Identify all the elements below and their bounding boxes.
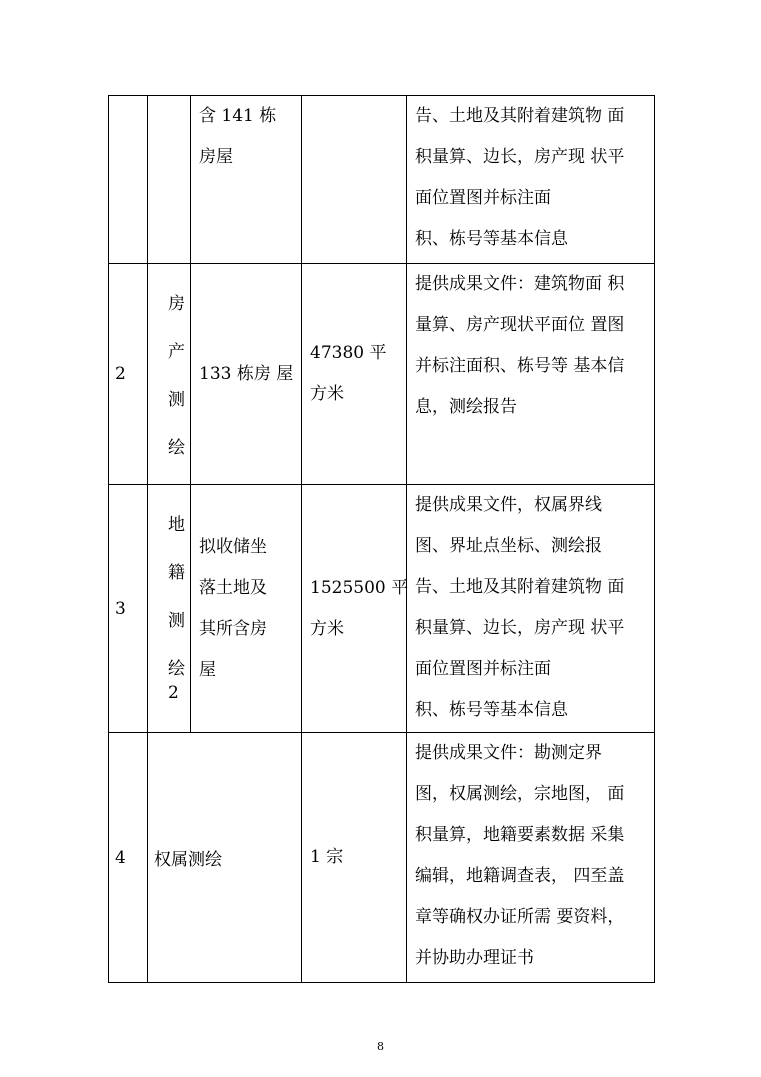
description-line: 积量算、边长，房产现 状平 <box>415 618 625 638</box>
table-row <box>109 264 655 485</box>
description-line: 章等确权办证所需 要资料， <box>415 907 625 927</box>
row-description <box>407 485 655 733</box>
object-line: 含 141 栋 <box>199 106 277 126</box>
description-line: 提供成果文件：勘测定界 <box>415 743 602 763</box>
category-char: 绘 2 <box>168 659 185 703</box>
quantity-line: 1 宗 <box>310 847 344 867</box>
category-char: 测 <box>168 390 185 410</box>
description-line: 息，测绘报告 <box>415 397 517 417</box>
description-line: 图，权属测绘，宗地图， 面 <box>415 784 625 804</box>
quantity-line: 47380 平 <box>310 343 387 363</box>
row-description <box>407 96 655 264</box>
object-line: 落土地及 <box>199 577 267 598</box>
row-category <box>148 96 191 264</box>
description-line: 面位置图并标注面 <box>415 659 551 679</box>
quantity-line: 方米 <box>310 618 344 639</box>
description-line: 面位置图并标注面 <box>415 188 551 208</box>
merged-label-text: 权属测绘 <box>154 850 222 870</box>
category-char: 绘 <box>168 438 185 458</box>
row-number: 4 <box>109 733 148 983</box>
row-quantity <box>302 485 407 733</box>
table-row <box>109 96 655 264</box>
row-number <box>109 96 148 264</box>
description-line: 告、土地及其附着建筑物 面 <box>415 106 625 126</box>
page-number: 8 <box>377 1040 384 1053</box>
description-line: 并标注面积、栋号等 基本信 <box>415 356 625 376</box>
description-line: 积量算，地籍要素数据 采集 <box>415 825 625 845</box>
description-line: 积量算、边长，房产现 状平 <box>415 147 625 167</box>
category-char: 地 <box>168 515 185 535</box>
table-row <box>109 485 655 733</box>
quantity-line: 1525500 平 <box>310 577 409 598</box>
quantity-line: 方米 <box>310 384 344 404</box>
description-line: 图、界址点坐标、测绘报 <box>415 536 602 556</box>
survey-table <box>108 95 655 983</box>
object-line: 拟收储坐 <box>199 536 267 557</box>
description-line: 积、栋号等基本信息 <box>415 700 568 720</box>
row-description <box>407 733 655 983</box>
object-line: 133 栋房 屋 <box>199 363 294 384</box>
row-merged-label <box>148 733 302 983</box>
table-row <box>109 733 655 983</box>
row-number: 2 <box>109 264 148 485</box>
row-quantity <box>302 264 407 485</box>
description-line: 提供成果文件：建筑物面 积 <box>415 274 625 294</box>
description-line: 编辑，地籍调查表， 四至盖 <box>415 866 625 886</box>
object-line: 屋 <box>199 659 216 680</box>
row-object <box>191 485 302 733</box>
description-line: 告、土地及其附着建筑物 面 <box>415 577 625 597</box>
row-number: 3 <box>109 485 148 733</box>
category-char: 房 <box>168 294 185 314</box>
description-line: 积、栋号等基本信息 <box>415 229 568 249</box>
category-char: 测 <box>168 611 185 631</box>
category-char: 产 <box>168 342 185 362</box>
row-quantity <box>302 733 407 983</box>
row-category <box>148 264 191 485</box>
row-category <box>148 485 191 733</box>
row-description <box>407 264 655 485</box>
object-line: 房屋 <box>199 147 233 167</box>
description-line: 并协助办理证书 <box>415 948 534 968</box>
description-line: 提供成果文件，权属界线 <box>415 495 602 515</box>
row-quantity <box>302 96 407 264</box>
row-object <box>191 96 302 264</box>
row-object <box>191 264 302 485</box>
object-line: 其所含房 <box>199 618 267 639</box>
category-char: 籍 <box>168 563 185 583</box>
description-line: 量算、房产现状平面位 置图 <box>415 315 625 335</box>
